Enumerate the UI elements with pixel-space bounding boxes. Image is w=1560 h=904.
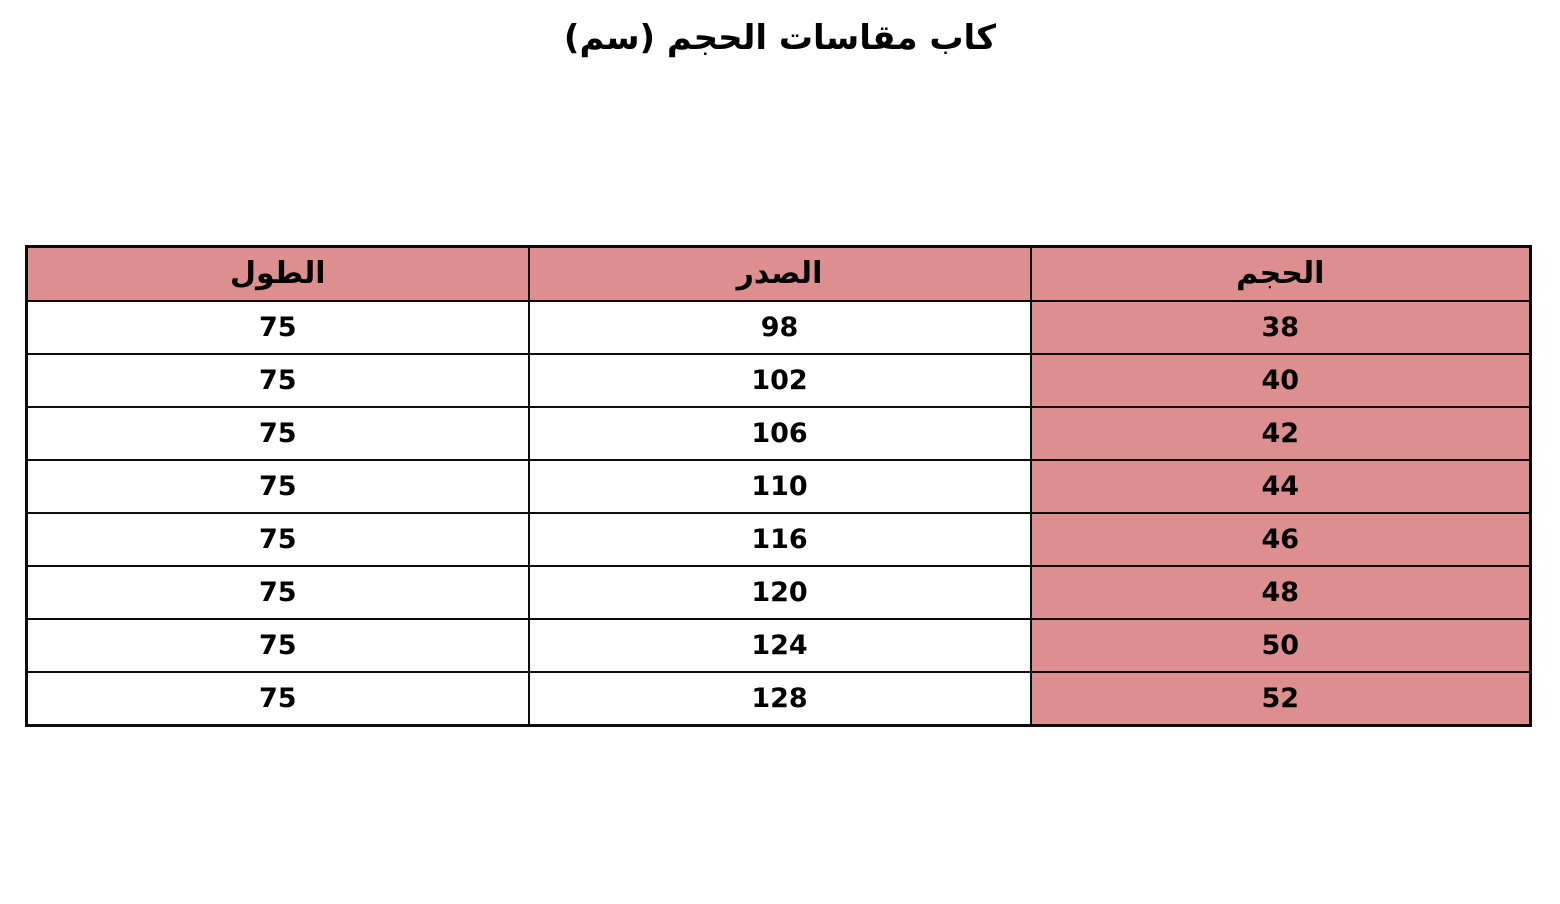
table-row [27, 460, 1531, 513]
cell-length: 75 [27, 513, 529, 566]
cell-chest: 110 [529, 460, 1031, 513]
cell-size: 42 [1031, 407, 1531, 460]
cell-size: 46 [1031, 513, 1531, 566]
cell-length: 75 [27, 301, 529, 354]
column-header-chest: الصدر [529, 247, 1031, 302]
table-header [27, 247, 1531, 302]
cell-length: 75 [27, 407, 529, 460]
cell-chest: 124 [529, 619, 1031, 672]
table-row [27, 301, 1531, 354]
cell-size: 52 [1031, 672, 1531, 726]
table-row [27, 407, 1531, 460]
column-header-size: الحجم [1031, 247, 1531, 302]
cell-chest: 98 [529, 301, 1031, 354]
size-chart-table [25, 245, 1532, 727]
cell-chest: 106 [529, 407, 1031, 460]
table-row [27, 513, 1531, 566]
cell-size: 38 [1031, 301, 1531, 354]
column-header-length: الطول [27, 247, 529, 302]
size-chart-container [28, 245, 1532, 727]
cell-chest: 128 [529, 672, 1031, 726]
table-row [27, 566, 1531, 619]
cell-size: 40 [1031, 354, 1531, 407]
cell-length: 75 [27, 354, 529, 407]
cell-chest: 116 [529, 513, 1031, 566]
cell-chest: 102 [529, 354, 1031, 407]
table-row [27, 672, 1531, 726]
cell-size: 44 [1031, 460, 1531, 513]
cell-size: 50 [1031, 619, 1531, 672]
table-row [27, 619, 1531, 672]
cell-length: 75 [27, 460, 529, 513]
table-body [27, 301, 1531, 726]
table-header-row [27, 247, 1531, 302]
cell-chest: 120 [529, 566, 1031, 619]
cell-length: 75 [27, 619, 529, 672]
cell-size: 48 [1031, 566, 1531, 619]
page-title: كاب مقاسات الحجم (سم) [563, 18, 997, 58]
table-row [27, 354, 1531, 407]
cell-length: 75 [27, 566, 529, 619]
cell-length: 75 [27, 672, 529, 726]
